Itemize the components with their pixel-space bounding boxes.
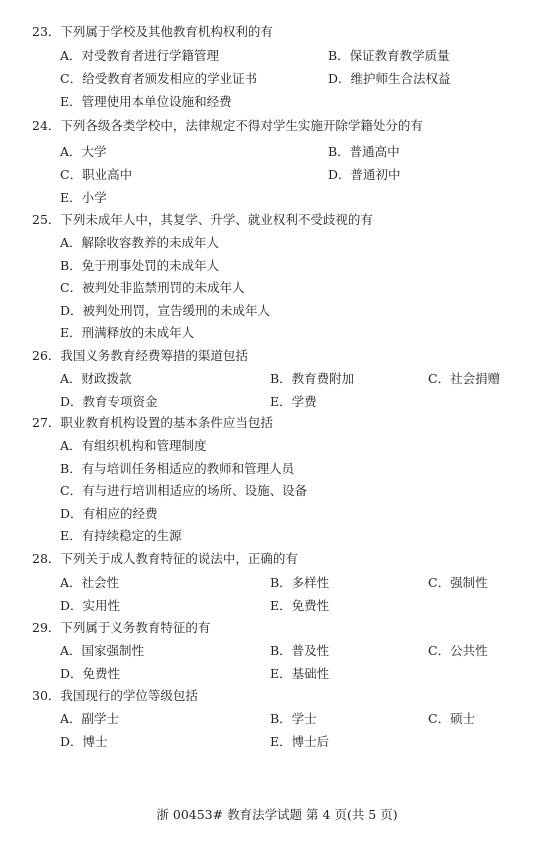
question-25-option-d: D．被判处刑罚，宣告缓刑的未成年人 xyxy=(60,303,271,318)
question-29-option-c: C．公共性 xyxy=(428,643,488,658)
question-26-option-b: B．教育费附加 xyxy=(270,371,355,386)
question-30-option-b: B．学士 xyxy=(270,711,317,726)
question-26-option-d: D．教育专项资金 xyxy=(60,394,158,409)
question-26-option-c: C．社会捐赠 xyxy=(428,371,501,386)
question-29-option-b: B．普及性 xyxy=(270,643,330,658)
question-23-option-d: D．维护师生合法权益 xyxy=(328,71,451,86)
question-26-stem: 26．我国义务教育经费筹措的渠道包括 xyxy=(32,348,248,363)
question-27-option-e: E．有持续稳定的生源 xyxy=(60,528,182,543)
question-29-option-d: D．免费性 xyxy=(60,666,121,681)
question-30-option-c: C．硕士 xyxy=(428,711,476,726)
question-27-option-d: D．有相应的经费 xyxy=(60,506,158,521)
question-23-stem: 23．下列属于学校及其他教育机构权利的有 xyxy=(32,24,273,39)
question-26-option-a: A．财政拨款 xyxy=(60,371,132,386)
question-23-option-b: B．保证教育教学质量 xyxy=(328,48,450,63)
question-25-stem: 25．下列未成年人中，其复学、升学、就业权利不受歧视的有 xyxy=(32,212,373,227)
question-25-option-a: A．解除收容教养的未成年人 xyxy=(60,235,220,250)
question-27-option-c: C．有与进行培训相适应的场所、设施、设备 xyxy=(60,483,308,498)
question-23-option-e: E．管理使用本单位设施和经费 xyxy=(60,94,232,109)
question-24-option-d: D．普通初中 xyxy=(328,167,401,182)
question-27-stem: 27．职业教育机构设置的基本条件应当包括 xyxy=(32,415,273,430)
question-29-stem: 29．下列属于义务教育特征的有 xyxy=(32,620,211,635)
question-30-option-d: D．博士 xyxy=(60,734,108,749)
question-25-option-b: B．免于刑事处罚的未成年人 xyxy=(60,258,220,273)
question-23-option-a: A．对受教育者进行学籍管理 xyxy=(60,48,220,63)
question-28-option-d: D．实用性 xyxy=(60,598,121,613)
question-26-option-e: E．学费 xyxy=(270,394,317,409)
question-30-option-a: A．副学士 xyxy=(60,711,120,726)
question-23-option-c: C．给受教育者颁发相应的学业证书 xyxy=(60,71,258,86)
question-28-option-a: A．社会性 xyxy=(60,575,120,590)
question-29-option-a: A．国家强制性 xyxy=(60,643,145,658)
question-25-option-c: C．被判处非监禁刑罚的未成年人 xyxy=(60,280,245,295)
question-30-stem: 30．我国现行的学位等级包括 xyxy=(32,688,198,703)
page-footer: 浙 00453# 教育法学试题 第 4 页(共 5 页) xyxy=(156,807,398,822)
question-28-stem: 28．下列关于成人教育特征的说法中，正确的有 xyxy=(32,551,298,566)
question-27-option-a: A．有组织机构和管理制度 xyxy=(60,438,207,453)
question-28-option-b: B．多样性 xyxy=(270,575,330,590)
question-28-option-e: E．免费性 xyxy=(270,598,330,613)
question-27-option-b: B．有与培训任务相适应的教师和管理人员 xyxy=(60,461,295,476)
question-24-stem: 24．下列各级各类学校中，法律规定不得对学生实施开除学籍处分的有 xyxy=(32,118,423,133)
question-25-option-e: E．刑满释放的未成年人 xyxy=(60,325,195,340)
question-24-option-a: A．大学 xyxy=(60,144,107,159)
question-24-option-b: B．普通高中 xyxy=(328,144,400,159)
question-24-option-c: C．职业高中 xyxy=(60,167,133,182)
question-29-option-e: E．基础性 xyxy=(270,666,330,681)
question-30-option-e: E．博士后 xyxy=(270,734,330,749)
question-28-option-c: C．强制性 xyxy=(428,575,488,590)
question-24-option-e: E．小学 xyxy=(60,190,107,205)
